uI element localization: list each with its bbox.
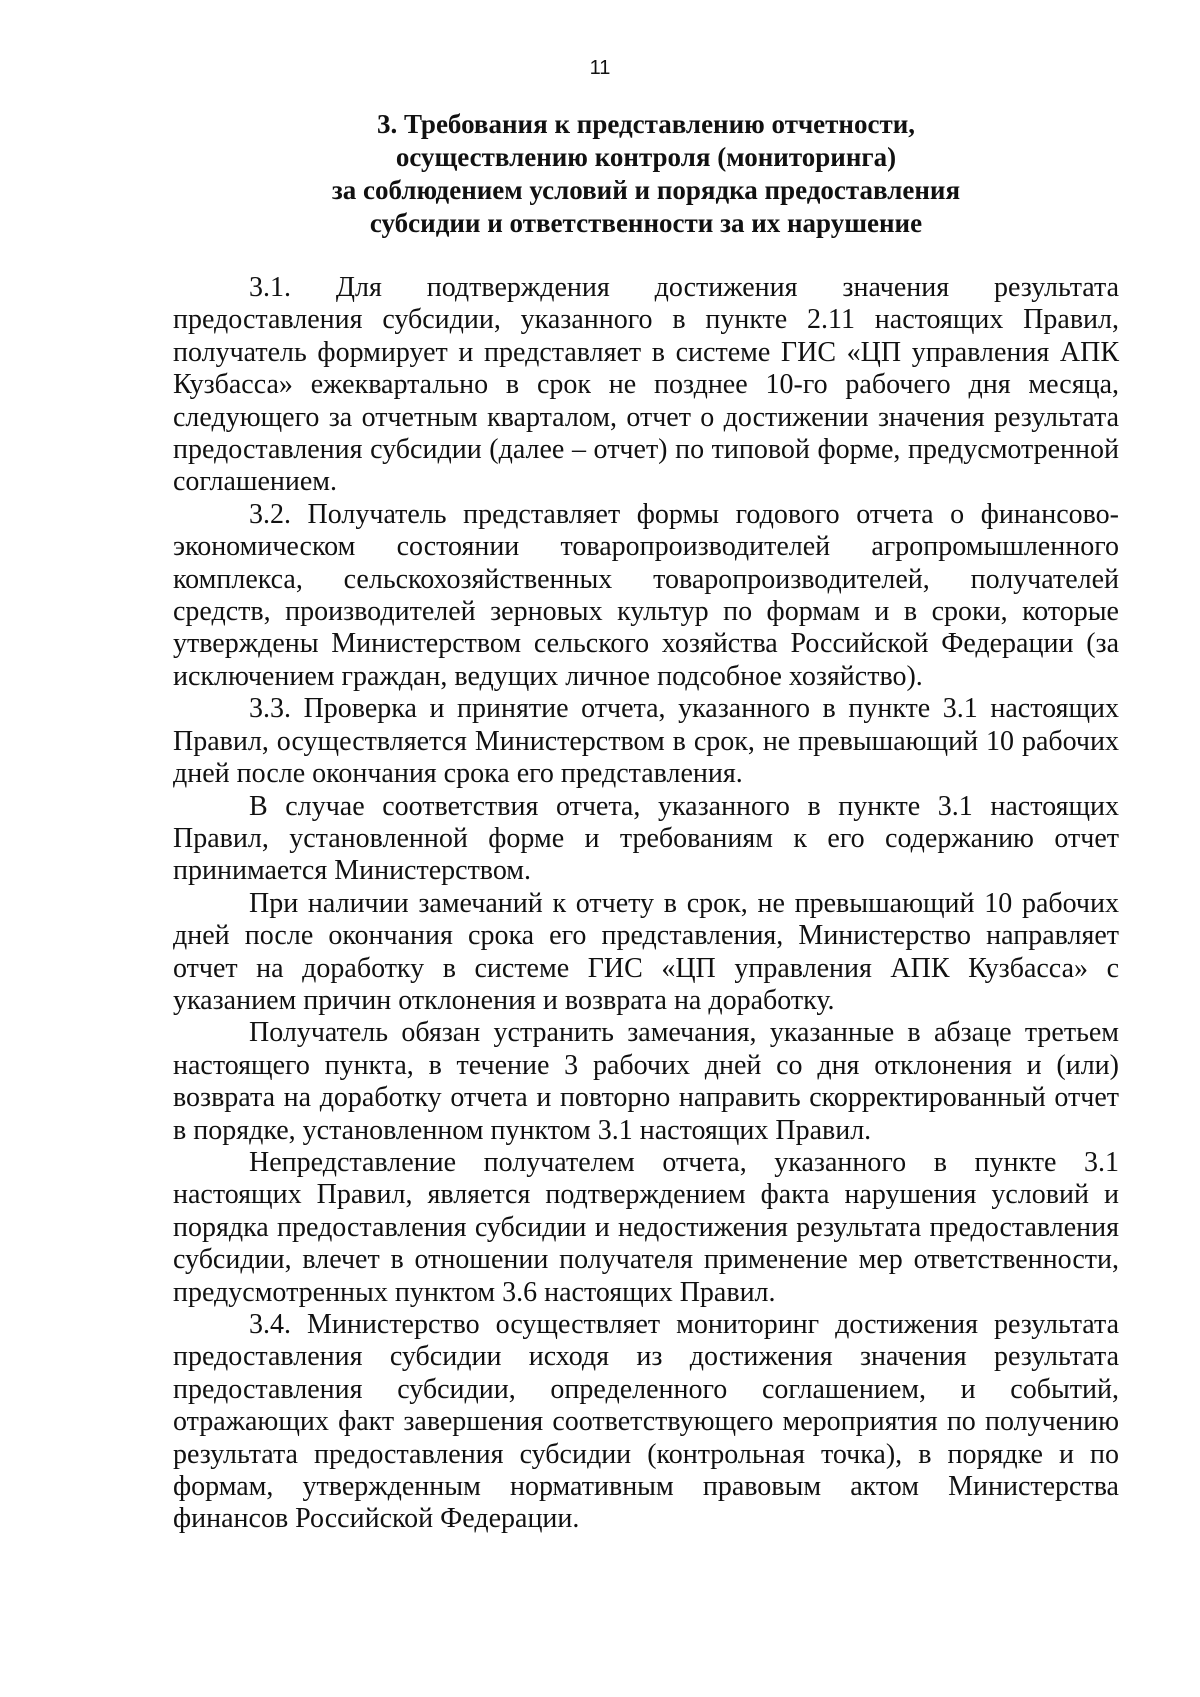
heading-line: субсидии и ответственности за их нарушение [369, 208, 923, 238]
paragraph-3-1: 3.1. Для подтверждения достижения значения результата предоставления субсидии, указанного в пункте 2.11 настоящих Правил, получатель формирует и представляет в системе ГИС «ЦП управления АПК Кузбасса» ежеквартально в срок не позднее 10-го рабочего дня месяца, следующего за отчетным кварталом, отчет о достижении значения результата предоставления субсидии (далее – отчет) по типовой форме, предусмотренной соглашением. [173, 272, 1119, 498]
paragraph-3-3-nonsubmission: Непредставление получателем отчета, указанного в пункте 3.1 настоящих Правил, является подтверждением факта нарушения условий и порядка предоставления субсидии и недостижения результата предоставления субсидии, влечет в отношении получателя применение мер ответственности, предусмотренных пунктом 3.6 настоящих Правил. [173, 1146, 1119, 1308]
paragraph-3-4: 3.4. Министерство осуществляет мониторинг достижения результата предоставления субсидии исходя из достижения значения результата предоставления субсидии, определенного соглашением, и событий, отражающих факт завершения соответствующего мероприятия по получению результата предоставления субсидии (контрольная точка), в порядке и по формам, утвержденным нормативным правовым актом Министерства финансов Российской Федерации. [173, 1309, 1119, 1535]
heading-line: 3. Требования к представлению отчетности, [376, 109, 916, 139]
heading-line: осуществлению контроля (мониторинга) [395, 142, 897, 172]
paragraph-3-3-acceptance: В случае соответствия отчета, указанного в пункте 3.1 настоящих Правил, установленной форме и требованиям к его содержанию отчет принимается Министерством. [173, 790, 1119, 887]
paragraph-3-3-correction: Получатель обязан устранить замечания, указанные в абзаце третьем настоящего пункта, в течение 3 рабочих дней со дня отклонения и (или) возврата на доработку отчета и повторно направить скорректированный отчет в порядке, установленном пунктом 3.1 настоящих Правил. [173, 1017, 1119, 1146]
page-number: 11 [589, 57, 611, 79]
heading-line: за соблюдением условий и порядка предоставления [331, 175, 961, 205]
paragraph-3-3: 3.3. Проверка и принятие отчета, указанного в пункте 3.1 настоящих Правил, осуществляется Министерством в срок, не превышающий 10 рабочих дней после окончания срока его представления. [173, 693, 1119, 790]
section-body [173, 272, 1119, 1536]
paragraph-3-3-remarks: При наличии замечаний к отчету в срок, не превышающий 10 рабочих дней после окончания срока его представления, Министерство направляет отчет на доработку в системе ГИС «ЦП управления АПК Кузбасса» с указанием причин отклонения и возврата на доработку. [173, 887, 1119, 1016]
paragraph-3-2: 3.2. Получатель представляет формы годового отчета о финансово-экономическом состоянии товаропроизводителей агропромышленного комплекса, сельскохозяйственных товаропроизводителей, получателей средств, производителей зерновых культур по формам и в сроки, которые утверждены Министерством сельского хозяйства Российской Федерации (за исключением граждан, ведущих личное подсобное хозяйство). [173, 498, 1119, 692]
section-heading [173, 108, 1119, 240]
